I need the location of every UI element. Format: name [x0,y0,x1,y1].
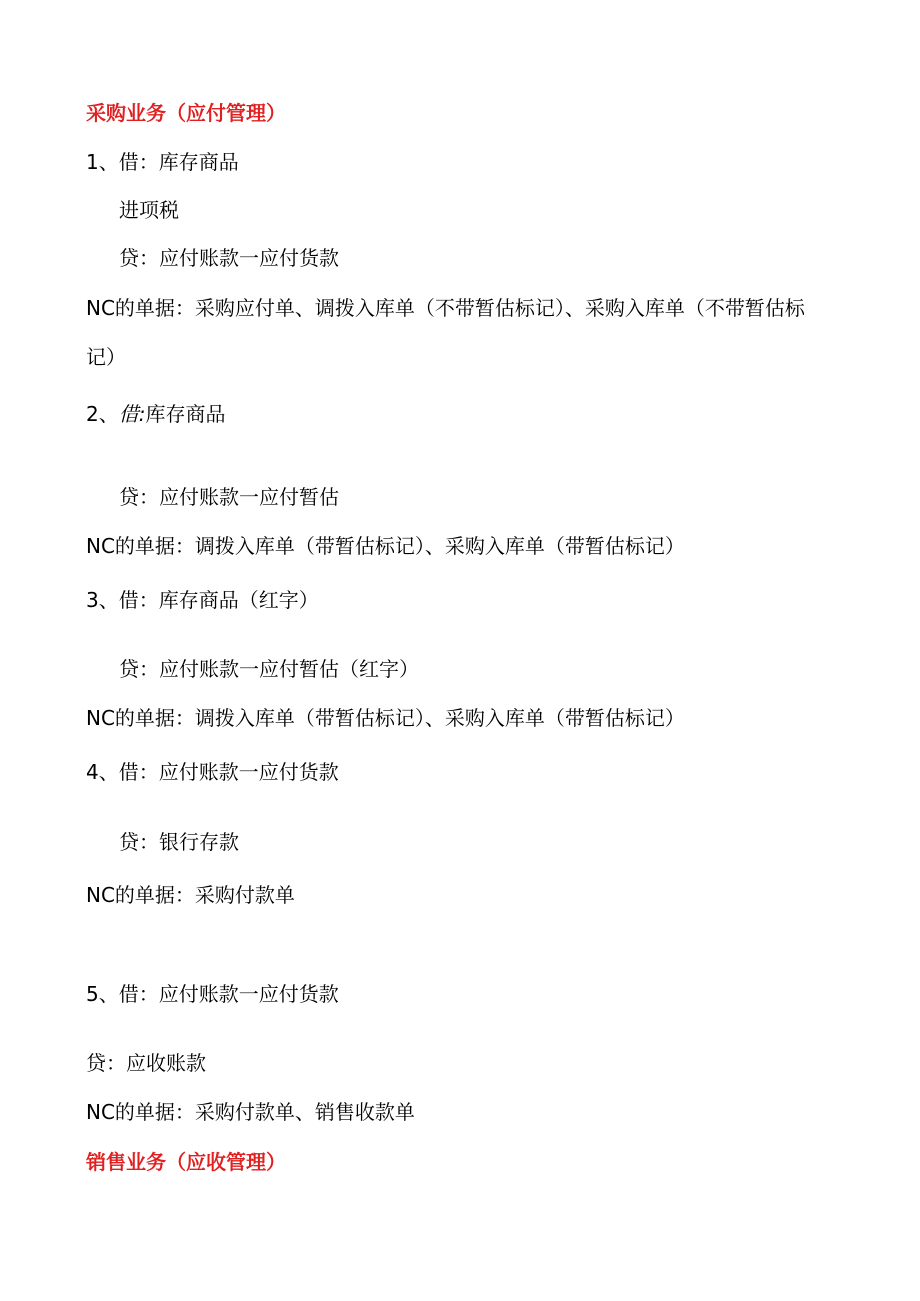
entry-4-nc-documents: NC的单据：采购付款单 [86,883,295,907]
entry-1-debit-2: 进项税 [119,198,179,222]
sales-section-heading: 销售业务（应收管理） [86,1150,286,1174]
entry-3-debit: 3、借：库存商品（红字） [86,588,319,612]
entry-1-credit: 贷：应付账款一应付货款 [119,246,339,270]
entry-2-credit: 贷：应付账款一应付暂估 [119,485,339,509]
entry-3-nc-documents: NC的单据：调拨入库单（带暂估标记）、采购入库单（带暂估标记） [86,706,685,730]
entry-2-nc-documents: NC的单据：调拨入库单（带暂估标记）、采购入库单（带暂估标记） [86,534,685,558]
entry-2-debit [86,400,225,428]
entry-3-credit: 贷：应付账款一应付暂估（红字） [119,657,419,681]
entry-4-debit: 4、借：应付账款一应付货款 [86,760,339,784]
entry-2-debit-account: 库存商品 [145,402,226,426]
entry-2-number: 2、 [86,402,119,426]
entry-1-debit: 1、借：库存商品 [86,150,239,174]
entry-4-credit: 贷：银行存款 [119,830,239,854]
entry-5-debit: 5、借：应付账款一应付货款 [86,982,339,1006]
entry-5-nc-documents: NC的单据：采购付款单、销售收款单 [86,1100,415,1124]
entry-1-nc-documents: NC的单据：采购应付单、调拨入库单（不带暂估标记）、采购入库单（不带暂估标记） [86,296,805,369]
purchase-section-heading: 采购业务（应付管理） [86,101,286,125]
entry-2-debit-label: 借: [118,402,146,426]
entry-5-credit: 贷：应收账款 [86,1051,206,1075]
